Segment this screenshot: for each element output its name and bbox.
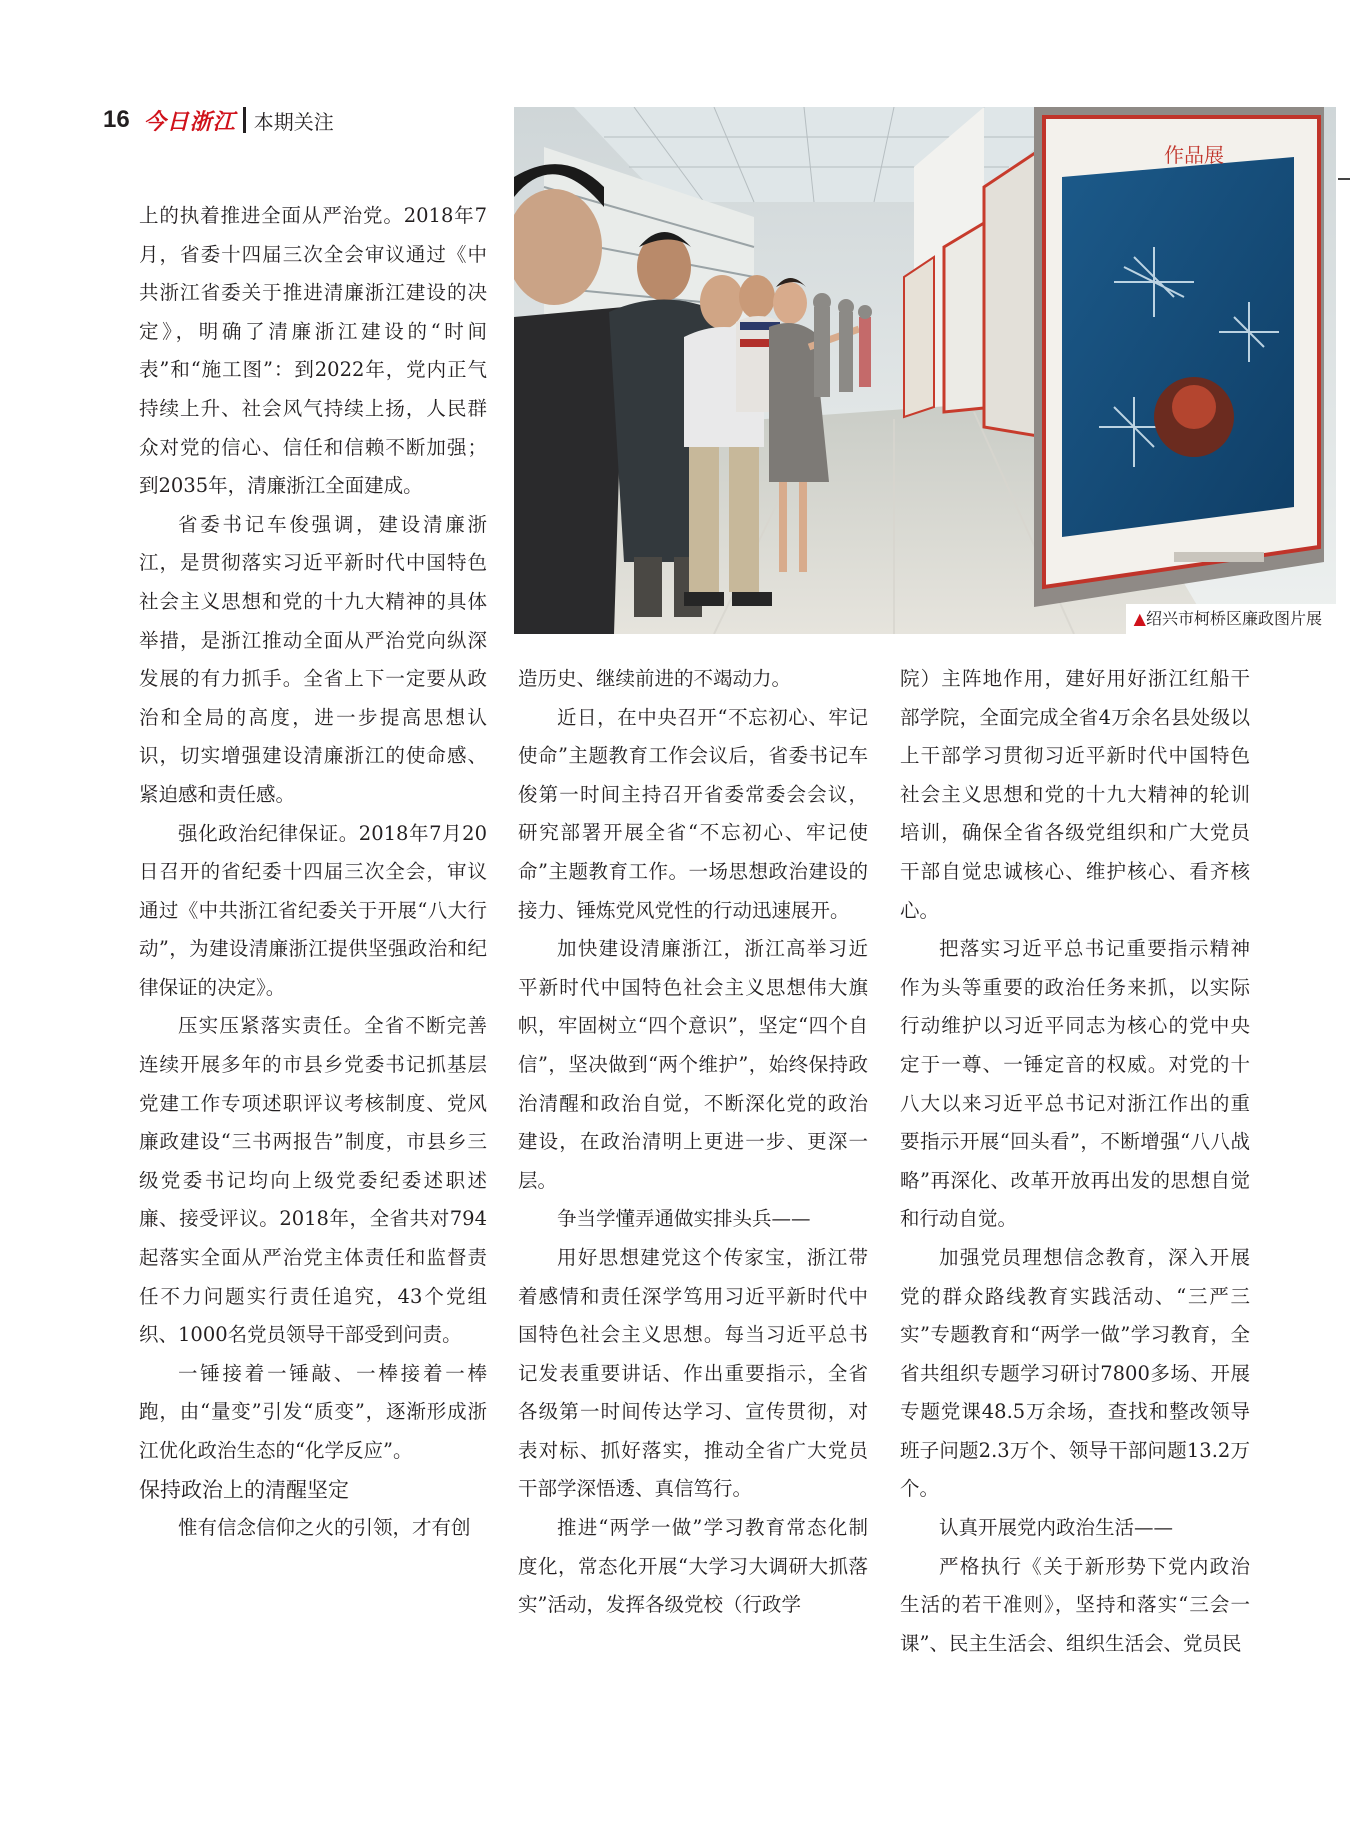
paragraph: 推进“两学一做”学习教育常态化制度化，常态化开展“大学习大调研大抓落实”活动，发挥各级党校（行政学	[518, 1516, 868, 1617]
photo-caption	[1126, 604, 1336, 634]
paragraph: 院）主阵地作用，建好用好浙江红船干部学院，全面完成全省4万余名县处级以上干部学习贯彻习近平新时代中国特色社会主义思想和党的十九大精神的轮训培训，确保全省各级党组织和广大党员干部自觉忠诚核心、维护核心、看齐核心。	[900, 667, 1250, 922]
magazine-logo: 今日浙江	[143, 108, 236, 135]
paragraph: 省委书记车俊强调，建设清廉浙江，是贯彻落实习近平新时代中国特色社会主义思想和党的十九大精神的具体举措，是浙江推动全面从严治党向纵深发展的有力抓手。全省上下一定要从政治和全局的高度，进一步提高思想认识，切实增强建设清廉浙江的使命感、紧迫感和责任感。	[139, 512, 487, 806]
paragraph: 把落实习近平总书记重要指示精神作为头等重要的政治任务来抓，以实际行动维护以习近平同志为核心的党中央定于一尊、一锤定音的权威。对党的十八大以来习近平总书记对浙江作出的重要指示开展“回头看”，不断增强“八八战略”再深化、改革开放再出发的思想自觉和行动自觉。	[900, 937, 1250, 1231]
paragraph: 上的执着推进全面从严治党。2018年7月，省委十四届三次全会审议通过《中共浙江省委关于推进清廉浙江建设的决定》，明确了清廉浙江建设的“时间表”和“施工图”：到2022年，党内正气持续上升、社会风气持续上扬，人民群众对党的信心、信任和信赖不断加强；到2035年，清廉浙江全面建成。	[139, 204, 487, 498]
paragraph: 惟有信念信仰之火的引领，才有创	[178, 1515, 471, 1539]
edge-mark	[1338, 178, 1350, 180]
text-column-3	[900, 660, 1250, 1663]
paragraph: 造历史、继续前进的不竭动力。	[518, 667, 792, 690]
page-number: 16	[103, 106, 130, 133]
text-column-1	[139, 197, 487, 1547]
header-divider	[243, 107, 246, 133]
photo-illustration	[514, 107, 1336, 634]
paragraph: 认真开展党内政治生活——	[939, 1516, 1174, 1540]
section-name: 本期关注	[253, 109, 334, 134]
page-header	[103, 100, 334, 140]
paragraph: 强化政治纪律保证。2018年7月20日召开的省纪委十四届三次全会，审议通过《中共浙江省纪委关于开展“八大行动”，为建设清廉浙江提供坚强政治和纪律保证的决定》。	[139, 821, 487, 999]
paragraph: 一锤接着一锤敲、一棒接着一棒跑，由“量变”引发“质变”，逐渐形成浙江优化政治生态的“化学反应”。	[139, 1361, 487, 1462]
paragraph: 加快建设清廉浙江，浙江高举习近平新时代中国特色社会主义思想伟大旗帜，牢固树立“四个意识”，坚定“四个自信”，坚决做到“两个维护”，始终保持政治清醒和政治自觉，不断深化党的政治建设，在政治清明上更进一步、更深一层。	[518, 937, 868, 1192]
caption-marker-icon: ▲	[1133, 609, 1146, 628]
caption-text: 绍兴市柯桥区廉政图片展	[1145, 609, 1322, 628]
paragraph: 用好思想建党这个传家宝，浙江带着感情和责任深学笃用习近平新时代中国特色社会主义思想。每当习近平总书记发表重要讲话、作出重要指示，全省各级第一时间传达学习、宣传贯彻，对表对标、抓好落实，推动全省广大党员干部学深悟透、真信笃行。	[518, 1245, 868, 1501]
paragraph: 压实压紧落实责任。全省不断完善连续开展多年的市县乡党委书记抓基层党建工作专项述职评议考核制度、党风廉政建设“三书两报告”制度，市县乡三级党委书记均向上级党委纪委述职述廉、接受评议。2018年，全省共对794起落实全面从严治党主体责任和监督责任不力问题实行责任追究，43个党组织、1000名党员领导干部受到问责。	[139, 1014, 487, 1347]
text-column-2	[518, 660, 868, 1625]
exhibition-photo	[514, 107, 1336, 634]
paragraph: 争当学懂弄通做实排头兵——	[557, 1207, 811, 1231]
paragraph: 近日，在中央召开“不忘初心、牢记使命”主题教育工作会议后，省委书记车俊第一时间主持召开省委常委会会议，研究部署开展全省“不忘初心、牢记使命”主题教育工作。一场思想政治建设的接力、锤炼党风党性的行动迅速展开。	[518, 705, 868, 922]
paragraph: 加强党员理想信念教育，深入开展党的群众路线教育实践活动、“三严三实”专题教育和“两学一做”学习教育，全省共组织专题学习研讨7800多场、开展专题党课48.5万余场，查找和整改领导班子问题2.3万个、领导干部问题13.2万个。	[900, 1245, 1250, 1501]
section-heading: 保持政治上的清醒坚定	[139, 1477, 349, 1502]
poster-title: 作品展	[1164, 143, 1224, 167]
paragraph: 严格执行《关于新形势下党内政治生活的若干准则》，坚持和落实“三会一课”、民主生活会、组织生活会、党员民	[900, 1554, 1250, 1655]
